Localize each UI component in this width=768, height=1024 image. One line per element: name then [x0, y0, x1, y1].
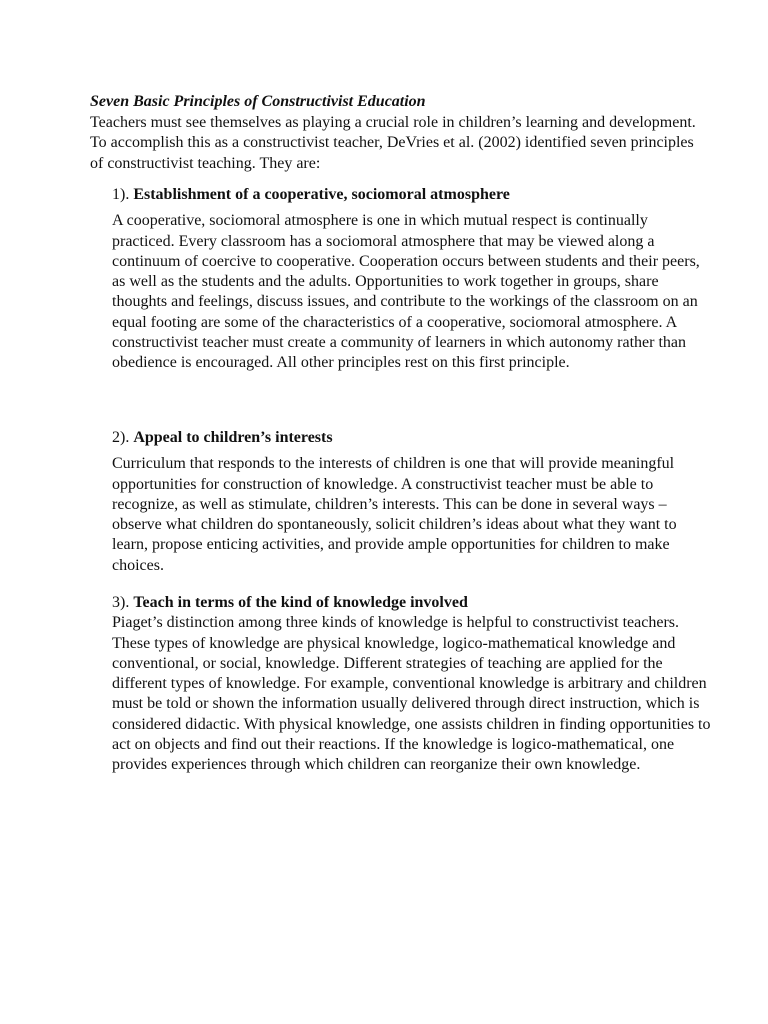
principle-number: 1). [112, 186, 134, 203]
principle-item-1 [112, 185, 712, 374]
principle-heading [112, 428, 712, 448]
principle-body: Curriculum that responds to the interests of children is one that will provide meaningful opportunities for construction of knowledge. A constructivist teacher must be able to recognize, as well as stimulate, children’s interests. This can be done in several ways – observe what children do spontaneously, solicit children’s ideas about what they want to learn, propose enticing activities, and provide ample opportunities for children to make choices. [112, 455, 677, 574]
principle-heading-text: Appeal to children’s interests [133, 429, 333, 446]
document-title: Seven Basic Principles of Constructivist Education [90, 93, 426, 110]
principle-number: 2). [112, 429, 134, 446]
principle-heading-text: Teach in terms of the kind of knowledge involved [133, 594, 468, 611]
principle-heading [112, 593, 712, 613]
principle-item-2 [112, 428, 712, 576]
principle-number: 3). [112, 594, 134, 611]
principle-item-3 [112, 593, 712, 776]
principle-body: A cooperative, sociomoral atmosphere is one in which mutual respect is continually practiced. Every classroom has a sociomoral atmosphere that may be viewed along a continuum of coercive to cooperative. Cooperation occurs between students and their peers, as well as the students and the adults. Opportunities to work together in groups, share thoughts and feelings, discuss issues, and contribute to the workings of the classroom on an equal footing are some of the characteristics of a cooperative, sociomoral atmosphere. A constructivist teacher must create a community of learners in which autonomy rather than obedience is encouraged. All other principles rest on this first principle. [112, 212, 700, 372]
principle-heading [112, 185, 712, 205]
principle-body: Piaget’s distinction among three kinds of knowledge is helpful to constructivist teachers. These types of knowledge are physical knowledge, logico-mathematical knowledge and conventional, or social, knowledge. Different strategies of teaching are applied for the different types of knowledge. For example, conventional knowledge is arbitrary and children must be told or shown the information usually delivered through direct instruction, which is considered didactic. With physical knowledge, one assists children in finding opportunities to act on objects and find out their reactions. If the knowledge is logico-mathematical, one provides experiences through which children can reorganize their own knowledge. [112, 614, 711, 774]
intro-paragraph: Teachers must see themselves as playing a crucial role in children’s learning and development. To accomplish this as a constructivist teacher, DeVries et al. (2002) identified seven principles of constructivist teaching. They are: [90, 114, 696, 172]
principle-heading-text: Establishment of a cooperative, sociomoral atmosphere [133, 186, 510, 203]
